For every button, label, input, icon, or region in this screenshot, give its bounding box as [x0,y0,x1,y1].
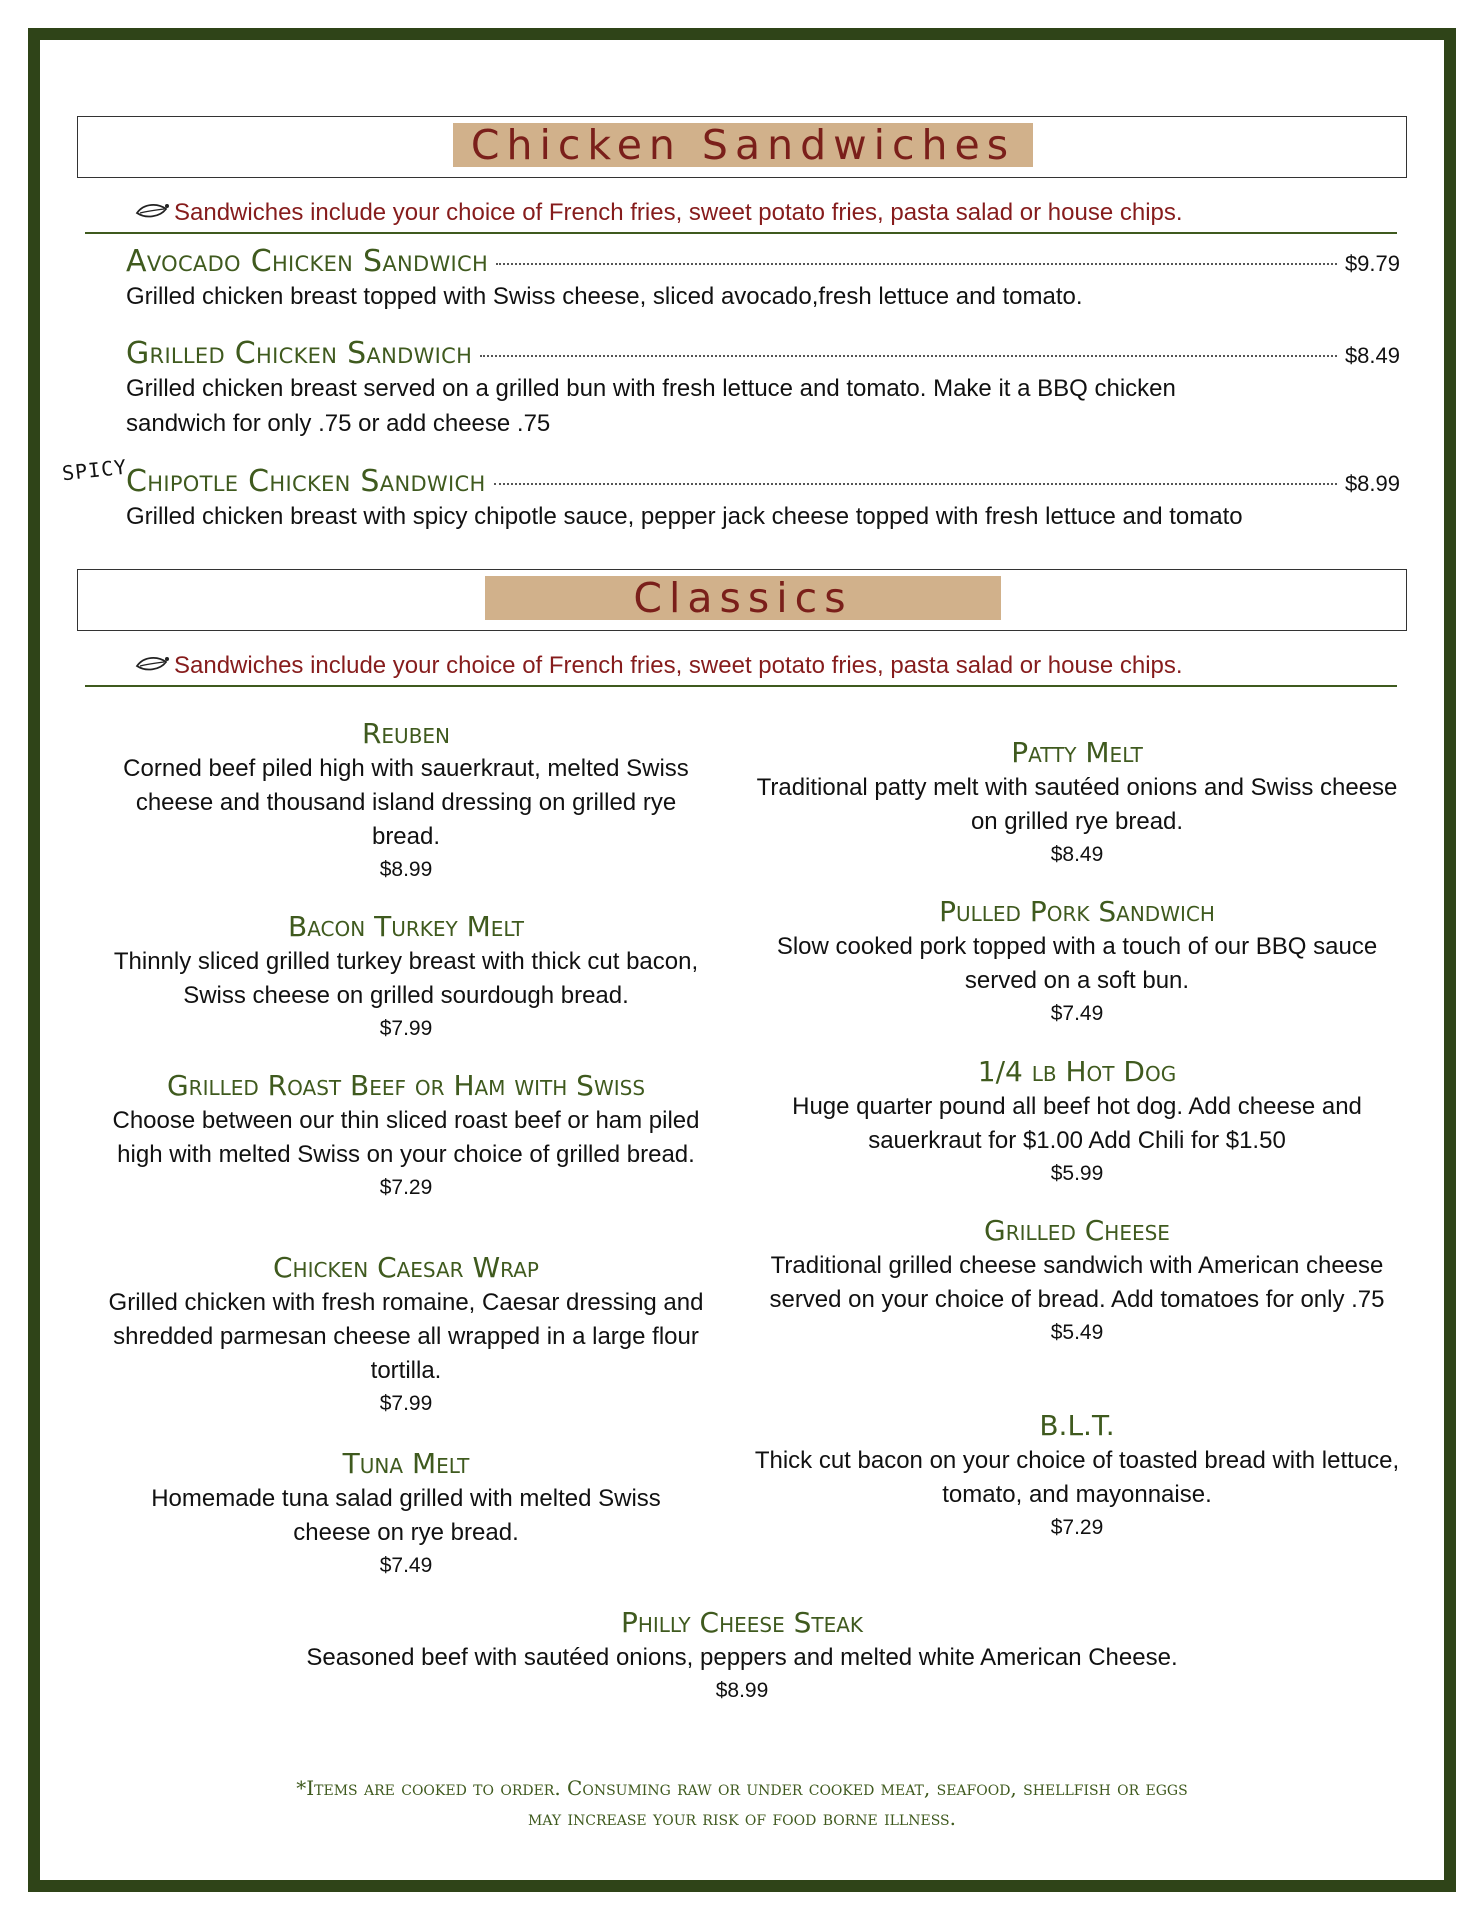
food-safety-disclaimer [0,1773,1484,1833]
item-description: Choose between our thin sliced roast beef or ham piled high with melted Swiss on your choice of grilled bread. [112,1107,700,1168]
classics-sides-note-text: Sandwiches include your choice of French fries, sweet potato fries, pasta salad or house chips. [174,652,1183,679]
item-description: Seasoned beef with sautéed onions, peppers and melted white American Cheese. [306,1644,1178,1671]
dot-leader [496,263,1337,265]
classics-sides-note [134,652,1183,680]
chicken-sides-note-text: Sandwiches include your choice of French fries, sweet potato fries, pasta salad or house chips. [174,199,1183,226]
item-name: Pulled Pork Sandwich [939,895,1215,928]
item-price: $9.79 [1344,251,1400,276]
item-price: $8.49 [1050,843,1104,866]
item-name: B.L.T. [1039,1409,1115,1442]
classic-item-pulled-pork [752,894,1402,1030]
chicken-section-header [77,116,1407,178]
leaf-swirl-icon [134,654,170,676]
item-description: Traditional patty melt with sautéed onions and Swiss cheese on grilled rye bread. [756,774,1398,835]
chicken-sides-note [134,199,1183,227]
item-description: Grilled chicken breast served on a grilled bun with fresh lettuce and tomato. Make it a BBQ chicken sandwich for only .75 or add cheese .75 [126,375,1176,437]
item-name: Reuben [361,717,451,750]
item-price: $7.29 [1050,1516,1104,1539]
item-price: $8.99 [715,1679,769,1702]
item-name: Grilled Chicken Sandwich [126,336,473,371]
item-price: $5.99 [1050,1162,1104,1185]
dot-leader [494,483,1337,485]
classic-item-philly-cheese-steak [200,1605,1284,1707]
item-name: Philly Cheese Steak [620,1606,864,1639]
classic-item-hot-dog [752,1054,1402,1190]
item-name: Patty Melt [1011,736,1143,769]
item-price: $7.49 [379,1554,433,1577]
item-description: Thick cut bacon on your choice of toasted bread with lettuce, tomato, and mayonnaise. [754,1447,1400,1508]
item-description: Thinnly sliced grilled turkey breast with thick cut bacon, Swiss cheese on grilled sourdough bread. [113,948,699,1009]
item-name: Chipotle Chicken Sandwich [126,464,486,499]
item-price: $8.49 [1344,343,1400,368]
item-description: Huge quarter pound all beef hot dog. Add cheese and sauerkraut for $1.00 Add Chili for $1.50 [792,1093,1362,1154]
item-price: $8.99 [1344,471,1400,496]
item-description: Slow cooked pork topped with a touch of our BBQ sauce served on a soft bun. [776,933,1378,994]
item-price: $7.99 [379,1017,433,1040]
classic-item-blt [752,1408,1402,1544]
item-price: $7.99 [379,1392,433,1415]
classic-item-roast-beef-ham [96,1068,716,1204]
item-name: Grilled Roast Beef or Ham with Swiss [166,1069,646,1102]
dot-leader [480,355,1337,357]
item-price: $7.49 [1050,1002,1104,1025]
item-price: $8.99 [379,858,433,881]
classics-section-header [77,569,1407,631]
item-name: Avocado Chicken Sandwich [126,244,489,279]
classic-item-patty-melt [752,735,1402,871]
item-description: Grilled chicken with fresh romaine, Caesar dressing and shredded parmesan cheese all wrapped in a large flour tortilla. [108,1289,704,1384]
item-description: Corned beef piled high with sauerkraut, melted Swiss cheese and thousand island dressing on grilled rye bread. [123,755,689,850]
disclaimer-line-1: *Items are cooked to order. Consuming raw or under cooked meat, seafood, shellfish or eggs [296,1776,1188,1800]
classic-item-tuna-melt [96,1446,716,1582]
item-price: $5.49 [1050,1321,1104,1344]
item-name: Bacon Turkey Melt [287,910,524,943]
leaf-swirl-icon [134,201,170,223]
item-description: Grilled chicken breast with spicy chipotle sauce, pepper jack cheese topped with fresh lettuce and tomato [126,503,1243,530]
disclaimer-line-2: may increase your risk of food borne illness. [528,1806,956,1830]
classic-item-reuben [96,716,716,886]
item-name: 1/4 lb Hot Dog [977,1055,1177,1088]
classics-section-title: Classics [485,576,1001,620]
spicy-label: SPICY [60,454,129,486]
chicken-section-title: Chicken Sandwiches [453,123,1033,167]
classic-item-grilled-cheese [752,1213,1402,1349]
item-name: Tuna Melt [342,1447,470,1480]
item-name: Chicken Caesar Wrap [273,1251,539,1284]
chicken-note-rule [85,232,1397,234]
menu-item-avocado-chicken [126,244,1400,279]
menu-item-grilled-chicken [126,336,1400,371]
classics-note-rule [85,685,1397,687]
item-price: $7.29 [379,1176,433,1199]
item-description: Homemade tuna salad grilled with melted Swiss cheese on rye bread. [151,1485,661,1546]
item-name: Grilled Cheese [984,1214,1170,1247]
item-description: Grilled chicken breast topped with Swiss cheese, sliced avocado,fresh lettuce and tomato. [126,283,1083,310]
classic-item-bacon-turkey-melt [96,909,716,1045]
classic-item-chicken-caesar-wrap [86,1250,726,1420]
item-description: Traditional grilled cheese sandwich with American cheese served on your choice of bread. Add tomatoes for only .75 [769,1252,1385,1313]
menu-item-chipotle-chicken [126,464,1400,499]
